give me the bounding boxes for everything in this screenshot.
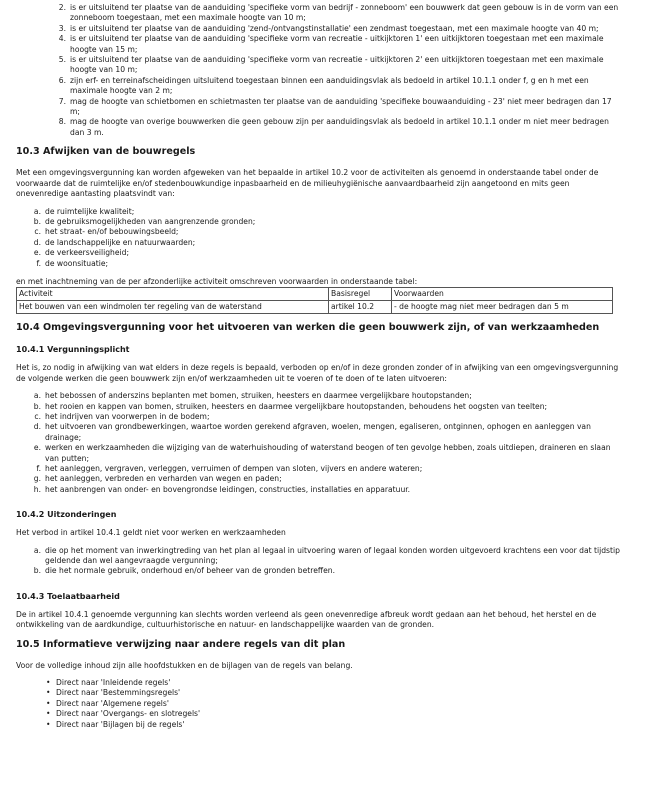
table-header-cell: Activiteit bbox=[17, 288, 329, 301]
section-intro: Met een omgevingsvergunning kan worden afgeweken van het bepaalde in artikel 10.2 voor de activiteiten als genoemd in onderstaande tabel onder de voorwaarde dat de ruimtelijke en/of stedenbouwkundige inpasbaarheid en de milieuhygiënische aanvaardbaarheid zijn aangetoond en mits geen onevenredige aantasting plaatsvindt van: bbox=[16, 168, 599, 199]
table-cell: artikel 10.2 bbox=[329, 301, 392, 314]
list-item: a. het bebossen of anderszins beplanten met bomen, struiken, heesters en daarmee vergelijkbare houtopstanden; bbox=[33, 391, 472, 401]
conditions-list bbox=[30, 207, 621, 269]
list-item: e. werken en werkzaamheden die wijziging van de waterhuishouding of waterstand beogen of ten gevolge hebben, zoals uitdiepen, draineren en slaan van putten; bbox=[33, 443, 611, 463]
list-item: 4. is er uitsluitend ter plaatse van de aanduiding 'specifieke vorm van recreatie - uitkijktoren 1' een uitkijktoren toegestaan met een maximale hoogte van 15 m; bbox=[58, 34, 604, 54]
chapter-link[interactable]: • Direct naar 'Overgangs- en slotregels' bbox=[46, 709, 201, 719]
list-item: b. die het normale gebruik, onderhoud en/of beheer van de gronden betreffen. bbox=[33, 566, 336, 576]
list-item: e. de verkeersveiligheid; bbox=[33, 248, 130, 258]
table-header-row bbox=[17, 288, 613, 301]
chapter-link[interactable]: • Direct naar 'Inleidende regels' bbox=[46, 678, 171, 688]
table-cell: Het bouwen van een windmolen ter regeling van de waterstand bbox=[17, 301, 329, 314]
table-cell: - de hoogte mag niet meer bedragen dan 5 m bbox=[392, 301, 613, 314]
subsection-intro: Het is, zo nodig in afwijking van wat elders in deze regels is bepaald, verboden op en/of in deze gronden zonder of in afwijking van een omgevingsvergunning de volgende werken die geen bouwwerk zijn en/of werkzaamheden uit te voeren of te doen of te laten uitvoeren: bbox=[16, 363, 619, 383]
list-item: 5. is er uitsluitend ter plaatse van de aanduiding 'specifieke vorm van recreatie - uitkijktoren 2' een uitkijktoren toegestaan met een maximale hoogte van 10 m; bbox=[58, 55, 604, 75]
section-title-10-3: 10.3 Afwijken van de bouwregels bbox=[16, 146, 196, 158]
chapter-link[interactable]: • Direct naar 'Bestemmingsregels' bbox=[46, 688, 181, 698]
table-header-cell: Voorwaarden bbox=[392, 288, 613, 301]
chapter-link[interactable]: • Direct naar 'Algemene regels' bbox=[46, 698, 169, 708]
table-row bbox=[17, 301, 613, 314]
subsection-title-10-4-3: 10.4.3 Toelaatbaarheid bbox=[16, 591, 120, 601]
subsection-title-10-4-2: 10.4.2 Uitzonderingen bbox=[16, 510, 117, 520]
section-intro: Voor de volledige inhoud zijn alle hoofdstukken en de bijlagen van de regels van belang. bbox=[16, 660, 353, 670]
list-item: a. de ruimtelijke kwaliteit; bbox=[33, 206, 135, 216]
list-item: a. die op het moment van inwerkingtreding van het plan al legaal in uitvoering waren of legaal konden worden uitgevoerd krachtens een voor dat tijdstip geldende dan wel aangevraagde vergunning; bbox=[33, 545, 620, 566]
subsection-text: De in artikel 10.4.1 genoemde vergunning kan slechts worden verleend als geen onevenredige afbreuk wordt gedaan aan het behoud, het herstel en de ontwikkeling van de aardkundige, cultuurhistorische en natuur- en landschappelijke waarden van de gronden. bbox=[16, 609, 597, 630]
bullet-icon: • bbox=[46, 678, 51, 688]
exceptions-list bbox=[30, 546, 621, 577]
section-title-10-5: 10.5 Informatieve verwijzing naar andere regels van dit plan bbox=[16, 638, 346, 650]
chapter-links-list bbox=[46, 678, 621, 730]
list-item: b. het rooien en kappen van bomen, struiken, heesters en daarmee vergelijkbare houtopstanden, behoudens het oogsten van teelten; bbox=[33, 401, 548, 411]
list-item: 7. mag de hoogte van schietbomen en schietmasten ter plaatse van de aanduiding 'specifieke bouwaanduiding - 23' niet meer bedragen dan 17 m; bbox=[58, 96, 612, 117]
list-item: h. het aanbrengen van onder- en bovengrondse leidingen, constructies, installaties en apparatuur. bbox=[33, 484, 411, 494]
bullet-icon: • bbox=[46, 719, 51, 729]
list-item: g. het aanleggen, verbreden en verharden van wegen en paden; bbox=[33, 474, 282, 484]
list-item: 8. mag de hoogte van overige bouwwerken die geen gebouw zijn per aanduidingsvlak als bedoeld in artikel 10.1.1 onder m niet meer bedragen dan 3 m. bbox=[58, 117, 609, 137]
list-item: f. de woonsituatie; bbox=[36, 258, 109, 268]
permit-works-list bbox=[30, 391, 621, 495]
table-intro: en met inachtneming van de per afzonderlijke activiteit omschreven voorwaarden in onderstaande tabel: bbox=[16, 276, 418, 286]
bullet-icon: • bbox=[46, 688, 51, 698]
chapter-link[interactable]: • Direct naar 'Bijlagen bij de regels' bbox=[46, 719, 185, 729]
list-item: c. het indrijven van voorwerpen in de bodem; bbox=[34, 411, 210, 421]
list-item: c. het straat- en/of bebouwingsbeeld; bbox=[34, 227, 179, 237]
list-item: 6. zijn erf- en terreinafscheidingen uitsluitend toegestaan binnen een aanduidingsvlak als bedoeld in artikel 10.1.1 onder f, g en h met een maximale hoogte van 2 m; bbox=[58, 75, 589, 96]
list-item: d. de landschappelijke en natuurwaarden; bbox=[33, 237, 196, 247]
list-item: 2. is er uitsluitend ter plaatse van de aanduiding 'specifieke vorm van bedrijf - zonneboom' een bouwwerk dat geen gebouw is in de vorm van een zonneboom toegestaan, met een maximale hoogte van 10 m; bbox=[58, 3, 619, 23]
list-item: f. het aanleggen, vergraven, verleggen, verruimen of dempen van sloten, vijvers en andere wateren; bbox=[36, 464, 423, 473]
list-item: b. de gebruiksmogelijkheden van aangrenzende gronden; bbox=[33, 216, 256, 226]
bullet-icon: • bbox=[46, 698, 51, 708]
table-header-cell: Basisregel bbox=[329, 288, 392, 301]
section-title-10-4: 10.4 Omgevingsvergunning voor het uitvoeren van werken die geen bouwwerk zijn, of van werkzaamheden bbox=[16, 322, 600, 334]
list-item: d. het uitvoeren van grondbewerkingen, waartoe worden gerekend afgraven, woelen, mengen, egaliseren, ontginnen, ophogen en aanleggen van drainage; bbox=[33, 422, 591, 442]
height-rules-list bbox=[56, 3, 621, 138]
list-item: 3. is er uitsluitend ter plaatse van de aanduiding 'zend-/ontvangstinstallatie' een zendmast toegestaan, met een maximale hoogte van 40 m; bbox=[58, 23, 599, 33]
subsection-title-10-4-1: 10.4.1 Vergunningsplicht bbox=[16, 345, 130, 355]
bullet-icon: • bbox=[46, 709, 51, 719]
subsection-intro: Het verbod in artikel 10.4.1 geldt niet voor werken en werkzaamheden bbox=[16, 528, 286, 538]
activity-table bbox=[16, 287, 613, 314]
